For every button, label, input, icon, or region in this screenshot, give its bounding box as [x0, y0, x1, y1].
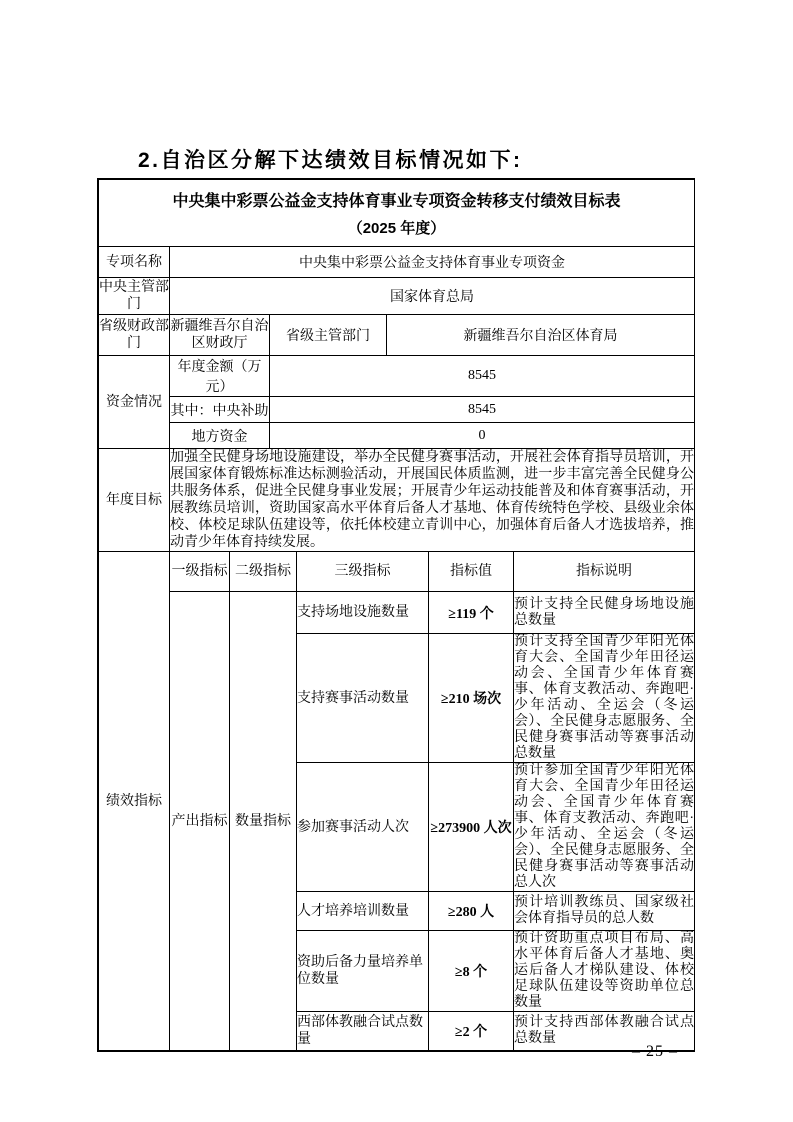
indicators-section: [98, 551, 695, 1051]
indicator-desc: 预计参加全国青少年阳光体育大会、全国青少年田径运动会、全国青少年体育赛事、体育支教活动、奔跑吧·少年活动、全运会（冬运会）、全民健身志愿服务、全民健身赛事活动等赛事活动总人次: [514, 763, 694, 890]
central-dept-value: 国家体育总局: [170, 278, 695, 315]
funding-row-name: 年度金额（万元）: [170, 356, 270, 397]
provincial-dept-section: [98, 314, 695, 356]
header-desc: 指标说明: [514, 552, 695, 592]
funding-row: [99, 356, 695, 397]
indicator-name: 西部体教融合试点数量: [297, 1012, 429, 1051]
funding-row-name: 其中：中央补助: [170, 397, 270, 423]
indicator-desc: 预计支持西部体教融合试点总数量: [514, 1012, 695, 1051]
header-level2: 二级指标: [230, 552, 297, 592]
indicator-row: [99, 592, 695, 634]
provincial-dept-row: [99, 315, 695, 356]
indicator-name: 参加赛事活动人次: [297, 763, 429, 892]
indicator-name: 人才培养培训数量: [297, 892, 429, 931]
provincial-main-dept-value: 新疆维吾尔自治区体育局: [387, 315, 695, 356]
indicator-value: ≥273900 人次: [429, 763, 514, 892]
indicator-value: ≥119 个: [429, 592, 514, 634]
header-value: 指标值: [429, 552, 514, 592]
provincial-finance-value: 新疆维吾尔自治区财政厅: [170, 315, 270, 356]
central-dept-section: [98, 277, 695, 315]
level2-value: 数量指标: [230, 592, 297, 1051]
funding-row-value: 0: [270, 423, 695, 449]
funding-label: 资金情况: [99, 356, 170, 449]
central-dept-label: 中央主管部门: [99, 278, 170, 315]
central-dept-row: [99, 278, 695, 315]
indicator-value: ≥2 个: [429, 1012, 514, 1051]
funding-row-name: 地方资金: [170, 423, 270, 449]
funding-row: [99, 423, 695, 449]
indicator-value: ≥210 场次: [429, 634, 514, 763]
perf-indicator-label: 绩效指标: [99, 552, 170, 1051]
header-level3: 三级指标: [297, 552, 429, 592]
funding-row-value: 8545: [270, 397, 695, 423]
page-number: – 25 –: [632, 1043, 678, 1060]
section-heading: 2.自治区分解下达绩效目标情况如下:: [138, 149, 523, 172]
project-name-label: 专项名称: [99, 247, 170, 278]
indicators-header-row: [99, 552, 695, 592]
annual-goal-section: [98, 448, 695, 552]
annual-goal-text: 加强全民健身场地设施建设，举办全民健身赛事活动，开展社会体育指导员培训，开展国家体育锻炼标准达标测验活动，开展国民体质监测，进一步丰富完善全民健身公共服务体系，促进全民健身事业发展；开展青少年运动技能普及和体育赛事活动，开展教练员培训，资助国家高水平体育后备人才基地、体育传统特色学校、县级业余体校、体校足球队伍建设等，依托体校建立青训中心，加强体育后备人才选拔培养，推动青少年体育持续发展。: [170, 450, 694, 550]
annual-goal-label: 年度目标: [99, 449, 170, 552]
table-title-line1: 中央集中彩票公益金支持体育事业专项资金转移支付绩效目标表: [172, 193, 621, 210]
project-name-value: 中央集中彩票公益金支持体育事业专项资金: [170, 247, 695, 278]
indicator-desc: 预计支持全国青少年阳光体育大会、全国青少年田径运动会、全国青少年体育赛事、体育支教活动、奔跑吧·少年活动、全运会（冬运会）、全民健身志愿服务、全民健身赛事活动等赛事活动总数量: [514, 634, 694, 761]
indicator-desc: 预计支持全民健身场地设施总数量: [514, 592, 695, 634]
indicator-value: ≥8 个: [429, 931, 514, 1012]
project-name-section: [98, 246, 695, 278]
project-name-row: [99, 247, 695, 278]
indicator-value: ≥280 人: [429, 892, 514, 931]
indicator-name: 资助后备力量培养单位数量: [297, 931, 429, 1012]
indicator-name: 支持场地设施数量: [297, 592, 429, 634]
funding-row-value: 8545: [270, 356, 695, 397]
indicator-desc: 预计培训教练员、国家级社会体育指导员的总人数: [514, 892, 695, 931]
annual-goal-row: [99, 449, 695, 552]
header-level1: 一级指标: [170, 552, 230, 592]
indicator-name: 支持赛事活动数量: [297, 634, 429, 763]
table-title-line2: （2025 年度）: [347, 220, 446, 237]
table-title-row: [99, 180, 695, 247]
funding-row: [99, 397, 695, 423]
funding-section: [98, 355, 695, 449]
provincial-finance-label: 省级财政部门: [99, 315, 170, 356]
performance-target-table: [97, 178, 695, 1052]
indicator-desc: 预计资助重点项目布局、高水平体育后备人才基地、奥运后备人才梯队建设、体校足球队伍建设等资助单位总数量: [514, 931, 694, 1010]
level1-value: 产出指标: [170, 592, 230, 1051]
provincial-main-dept-label: 省级主管部门: [270, 315, 387, 356]
table-title-cell: [99, 180, 695, 247]
table-title-section: [98, 179, 695, 247]
